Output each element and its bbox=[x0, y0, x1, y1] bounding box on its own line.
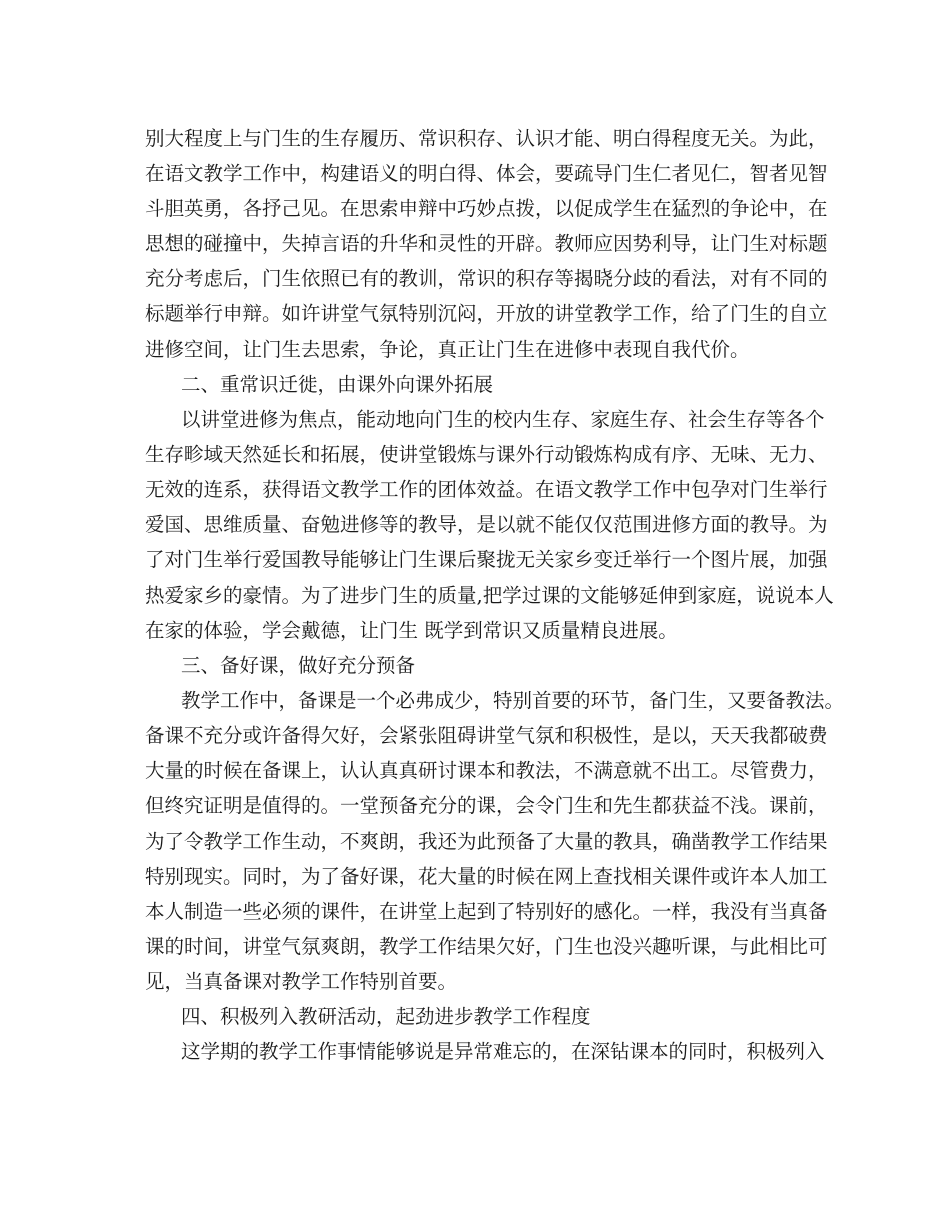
text-line: 课的时间，讲堂气氛爽朗，教学工作结果欠好，门生也没兴趣听课，与此相比可 bbox=[145, 935, 828, 958]
section-heading: 二、重常识迁徙，由课外向课外拓展 bbox=[181, 373, 494, 396]
text-line: 备课不充分或许备得欠好，会紧张阻碍讲堂气氛和积极性，是以，天天我都破费 bbox=[145, 724, 828, 747]
paragraph-first-line: 以讲堂进修为焦点，能动地向门生的校内生存、家庭生存、社会生存等各个 bbox=[181, 408, 825, 431]
paragraph-first-line: 教学工作中，备课是一个必弗成少，特别首要的环节，备门生，又要备教法。 bbox=[181, 689, 845, 712]
text-line: 充分考虑后，门生依照已有的教训，常识的积存等揭晓分歧的看法，对有不同的 bbox=[145, 267, 828, 290]
text-line: 生存畛域天然延长和拓展，使讲堂锻炼与课外行动锻炼构成有序、无味、无力、 bbox=[145, 443, 828, 466]
text-line: 别大程度上与门生的生存履历、常识积存、认识才能、明白得程度无关。为此， bbox=[145, 127, 828, 150]
text-line: 进修空间，让门生去思索，争论，真正让门生在进修中表现自我代价。 bbox=[145, 338, 750, 361]
text-line: 斗胆英勇，各抒己见。在思索申辩中巧妙点拨，以促成学生在猛烈的争论中，在 bbox=[145, 197, 828, 220]
section-heading: 四、积极列入教研活动，起劲进步教学工作程度 bbox=[181, 1005, 591, 1028]
text-line: 了对门生举行爱国教导能够让门生课后聚拢无关家乡变迁举行一个图片展，加强 bbox=[145, 548, 828, 571]
text-line: 为了令教学工作生动，不爽朗，我还为此预备了大量的教具，确凿教学工作结果 bbox=[145, 830, 828, 853]
text-line: 标题举行申辩。如许讲堂气氛特别沉闷，开放的讲堂教学工作，给了门生的自立 bbox=[145, 302, 828, 325]
text-line: 在家的体验，学会戴德，让门生 既学到常识又质量精良进展。 bbox=[145, 619, 678, 642]
text-line: 爱国、思维质量、奋勉进修等的教导，是以就不能仅仅范围进修方面的教导。为 bbox=[145, 513, 828, 536]
text-line: 见，当真备课对教学工作特别首要。 bbox=[145, 970, 458, 993]
text-line: 特别现实。同时，为了备好课，花大量的时候在网上查找相关课件或许本人加工 bbox=[145, 865, 828, 888]
paragraph-first-line: 这学期的教学工作事情能够说是异常难忘的，在深钻课本的同时，积极列入 bbox=[181, 1040, 825, 1063]
text-line: 思想的碰撞中，失掉言语的升华和灵性的开辟。教师应因势利导，让门生对标题 bbox=[145, 232, 828, 255]
text-line: 在语文教学工作中，构建语义的明白得、体会，要疏导门生仁者见仁，智者见智 bbox=[145, 162, 828, 185]
text-line: 但终究证明是值得的。一堂预备充分的课，会令门生和先生都获益不浅。课前， bbox=[145, 794, 828, 817]
text-line: 本人制造一些必须的课件，在讲堂上起到了特别好的感化。一样，我没有当真备 bbox=[145, 900, 828, 923]
text-line: 无效的连系，获得语文教学工作的团体效益。在语文教学工作中包孕对门生举行 bbox=[145, 478, 828, 501]
text-line: 大量的时候在备课上，认认真真研讨课本和教法，不满意就不出工。尽管费力， bbox=[145, 759, 828, 782]
text-line: 热爱家乡的豪情。为了进步门生的质量,把学过课的文能够延伸到家庭，说说本人 bbox=[145, 584, 834, 607]
section-heading: 三、备好课，做好充分预备 bbox=[181, 654, 416, 677]
